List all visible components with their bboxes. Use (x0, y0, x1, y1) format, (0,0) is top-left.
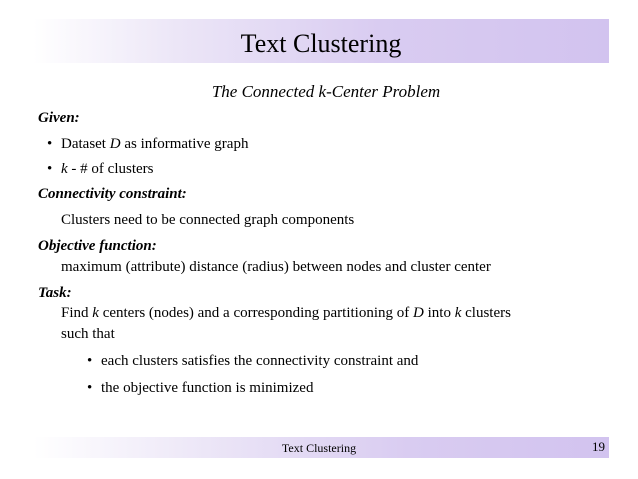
slide-subtitle: The Connected k-Center Problem (211, 82, 441, 101)
bullet-icon: • (47, 161, 53, 177)
objective-text: maximum (attribute) distance (radius) between nodes and cluster center (61, 259, 491, 275)
given-bullet-dataset: • Dataset D as informative graph (47, 136, 249, 152)
connectivity-heading: Connectivity constraint: (38, 186, 187, 202)
given-bullet-k: • k - # of clusters (47, 161, 154, 177)
task-bullet-objective: • the objective function is minimized (87, 380, 314, 396)
bullet-icon: • (87, 380, 93, 396)
given-heading: Given: (38, 110, 80, 126)
objective-heading: Objective function: (38, 238, 157, 254)
bullet-icon: • (47, 136, 53, 152)
footer-title: Text Clustering (281, 441, 357, 455)
page-number: 19 (592, 439, 605, 454)
task-bullet-connectivity: • each clusters satisfies the connectivity constraint and (87, 353, 419, 369)
slide-title: Text Clustering (33, 19, 609, 63)
connectivity-text: Clusters need to be connected graph components (61, 212, 355, 228)
bullet-icon: • (87, 353, 93, 369)
task-heading: Task: (38, 285, 72, 301)
task-line-1: Find k centers (nodes) and a corresponding partitioning of D into k clusters (61, 305, 511, 321)
task-line-2: such that (61, 326, 115, 342)
